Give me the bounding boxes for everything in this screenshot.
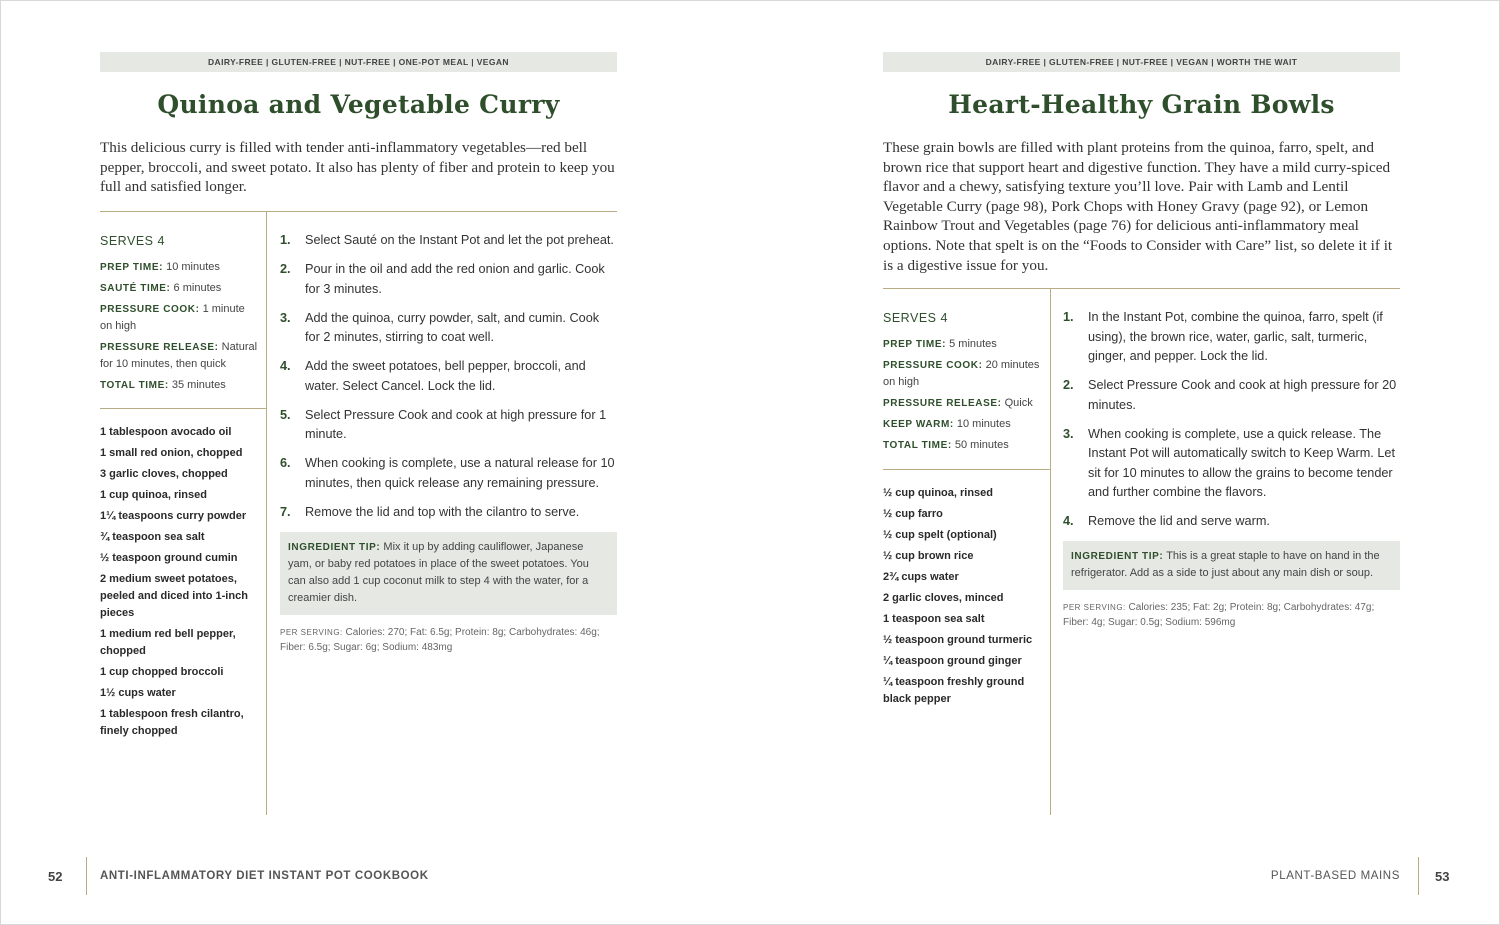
tip-label: INGREDIENT TIP:	[1071, 551, 1164, 562]
ingredient-item: 2 medium sweet potatoes, peeled and diced into 1-inch pieces	[100, 573, 248, 619]
step-item	[280, 260, 617, 299]
ingredient-item: ½ teaspoon ground cumin	[100, 552, 238, 564]
step-text: Remove the lid and top with the cilantro to serve.	[305, 504, 580, 519]
steps-list	[1063, 308, 1400, 630]
divider	[100, 408, 266, 409]
step-item	[1063, 376, 1400, 415]
meta-row	[883, 437, 1043, 454]
meta-value: 10 minutes	[953, 418, 1011, 430]
step-item	[280, 357, 617, 396]
column-divider	[1050, 288, 1051, 815]
meta-value: Natural for 10 minutes, then quick	[100, 341, 258, 370]
recipe-meta	[100, 234, 260, 398]
nutrition-label: PER SERVING:	[280, 627, 343, 637]
column-divider	[266, 211, 267, 815]
meta-label: PREP TIME:	[883, 339, 947, 350]
ingredient-item: 1 cup quinoa, rinsed	[100, 489, 207, 501]
meta-label: PRESSURE RELEASE:	[883, 398, 1002, 409]
recipe-intro: This delicious curry is filled with tender anti-inflammatory vegetables—red bell pepper, broccoli, and sweet potato. It also has plenty of fiber and protein to keep you full and satisfied longer.	[100, 139, 615, 196]
step-text: Pour in the oil and add the red onion and garlic. Cook for 3 minutes.	[305, 262, 605, 296]
step-item	[280, 406, 617, 445]
ingredient-item: 1½ cups water	[100, 687, 176, 699]
step-item	[280, 454, 617, 493]
step-item	[1063, 308, 1400, 367]
ingredient-item: ½ cup spelt (optional)	[883, 529, 997, 541]
ingredient-item: 1¼ teaspoons curry powder	[100, 510, 247, 522]
meta-row	[100, 339, 260, 373]
ingredient-item: 1 teaspoon sea salt	[883, 613, 985, 625]
meta-label: TOTAL TIME:	[100, 380, 169, 391]
page-number: 53	[1435, 869, 1450, 884]
ingredient-item: ½ teaspoon ground turmeric	[883, 634, 1033, 646]
meta-row	[883, 357, 1043, 391]
meta-value: Quick	[1001, 397, 1033, 409]
meta-row	[100, 259, 260, 276]
step-number: 4.	[1063, 514, 1074, 528]
steps-list	[280, 231, 617, 655]
running-head: PLANT-BASED MAINS	[1270, 870, 1400, 882]
divider	[100, 211, 617, 212]
step-number: 4.	[280, 359, 291, 373]
divider	[883, 469, 1050, 470]
ingredient-item: ¼ teaspoon freshly ground black pepper	[883, 676, 1025, 705]
step-text: In the Instant Pot, combine the quinoa, farro, spelt (if using), the brown rice, water, garlic, salt, turmeric, ginger, and pepper. Lock the lid.	[1088, 310, 1383, 363]
tip-text: This is a great staple to have on hand in the refrigerator. Add as a side to just about any main dish or soup.	[1071, 550, 1380, 579]
ingredient-item: ½ cup brown rice	[883, 550, 974, 562]
page-number: 52	[48, 869, 63, 884]
meta-label: PREP TIME:	[100, 262, 164, 273]
step-number: 7.	[280, 504, 291, 519]
meta-value: 6 minutes	[170, 282, 222, 294]
ingredient-item: ¾ teaspoon sea salt	[100, 531, 205, 543]
step-number: 2.	[280, 262, 291, 276]
step-item	[1063, 425, 1400, 503]
meta-value: 20 minutes on high	[883, 359, 1040, 388]
step-number: 5.	[280, 407, 291, 422]
ingredient-item: ½ cup farro	[883, 508, 943, 520]
nutrition-label: PER SERVING:	[1063, 603, 1126, 612]
step-text: Select Pressure Cook and cook at high pressure for 1 minute.	[305, 407, 607, 441]
ingredient-item: 1 tablespoon fresh cilantro, finely chopped	[100, 708, 244, 737]
step-number: 1.	[1063, 310, 1074, 324]
recipe-meta	[883, 311, 1043, 458]
step-number: 3.	[1063, 426, 1074, 441]
meta-value: 50 minutes	[951, 439, 1009, 451]
meta-value: 35 minutes	[168, 379, 226, 391]
meta-label: TOTAL TIME:	[883, 440, 952, 451]
ingredient-item: ¼ teaspoon ground ginger	[883, 655, 1022, 667]
step-text: When cooking is complete, use a quick release. The Instant Pot will automatically switch to Keep Warm. Let sit for 10 minutes to allow the grains to become tender and further combine the flavors.	[1088, 426, 1395, 499]
diet-tags: DAIRY-FREE | GLUTEN-FREE | NUT-FREE | VEGAN | WORTH THE WAIT	[883, 52, 1400, 72]
left-page	[100, 0, 617, 925]
meta-label: PRESSURE RELEASE:	[100, 342, 219, 353]
ingredient-item: 2¾ cups water	[883, 571, 959, 583]
nutrition-info	[280, 625, 617, 655]
step-text: Add the sweet potatoes, bell pepper, broccoli, and water. Select Cancel. Lock the lid.	[305, 359, 586, 393]
step-text: Remove the lid and serve warm.	[1088, 514, 1270, 528]
footer-divider	[86, 857, 87, 895]
meta-row	[100, 377, 260, 394]
step-number: 6.	[280, 456, 291, 470]
ingredient-tip	[280, 532, 617, 615]
ingredients-list	[883, 485, 1043, 712]
ingredient-tip	[1063, 541, 1400, 590]
ingredient-item: 1 small red onion, chopped	[100, 447, 243, 459]
tip-label: INGREDIENT TIP:	[288, 541, 381, 553]
step-item	[280, 231, 617, 251]
ingredient-item: 1 cup chopped broccoli	[100, 666, 224, 678]
meta-value: 5 minutes	[946, 338, 997, 350]
nutrition-text: Calories: 270; Fat: 6.5g; Protein: 8g; Carbohydrates: 46g; Fiber: 6.5g; Sugar: 6g; Sodium: 483mg	[280, 626, 600, 653]
meta-row	[883, 416, 1043, 433]
step-item	[280, 309, 617, 348]
divider	[883, 288, 1400, 289]
ingredient-item: 1 medium red bell pepper, chopped	[100, 628, 236, 657]
recipe-title: Heart-Healthy Grain Bowls	[948, 90, 1335, 119]
ingredient-item: 3 garlic cloves, chopped	[100, 468, 228, 480]
serves: SERVES 4	[100, 234, 165, 248]
meta-row	[883, 395, 1043, 412]
ingredient-item: 2 garlic cloves, minced	[883, 592, 1004, 604]
diet-tags: DAIRY-FREE | GLUTEN-FREE | NUT-FREE | ONE-POT MEAL | VEGAN	[100, 52, 617, 72]
step-text: Add the quinoa, curry powder, salt, and cumin. Cook for 2 minutes, stirring to coat well.	[305, 310, 600, 344]
recipe-intro: These grain bowls are filled with plant proteins from the quinoa, farro, spelt, and brown rice that support heart and digestive function. They have a mild curry-spiced flavor and a chewy, satisfying texture you’ll love. Pair with Lamb and Lentil Vegetable Curry (page 98), Pork Chops with Honey Gravy (page 92), or Lemon Rainbow Trout and Vegetables (page 76) for delicious anti-inflammatory meal options. Note that spelt is on the “Foods to Consider with Care” list, so delete it if it is a digestive issue for you.	[883, 139, 1393, 274]
meta-value: 10 minutes	[163, 261, 220, 273]
tip-text: Mix it up by adding cauliflower, Japanese yam, or baby red potatoes in place of the sweet potatoes. You can also add 1 cup coconut milk to step 4 with the water, for a creamier dish.	[288, 540, 589, 604]
ingredients-list	[100, 424, 260, 744]
meta-label: SAUTÉ TIME:	[100, 283, 171, 294]
step-text: When cooking is complete, use a natural release for 10 minutes, then quick release any remaining pressure.	[305, 456, 615, 490]
step-number: 1.	[280, 233, 291, 247]
recipe-title: Quinoa and Vegetable Curry	[157, 90, 560, 119]
meta-label: PRESSURE COOK:	[883, 360, 983, 371]
step-number: 3.	[280, 310, 291, 325]
ingredient-item: ½ cup quinoa, rinsed	[883, 487, 994, 499]
meta-label: PRESSURE COOK:	[100, 304, 200, 315]
nutrition-info	[1063, 600, 1400, 630]
step-text: Select Sauté on the Instant Pot and let the pot preheat.	[305, 233, 614, 247]
serves: SERVES 4	[883, 311, 948, 325]
step-number: 2.	[1063, 378, 1074, 392]
meta-row	[883, 336, 1043, 353]
step-text: Select Pressure Cook and cook at high pressure for 20 minutes.	[1088, 378, 1397, 412]
ingredient-item: 1 tablespoon avocado oil	[100, 426, 232, 438]
running-head: ANTI-INFLAMMATORY DIET INSTANT POT COOKBOOK	[100, 870, 429, 882]
meta-value: 1 minute on high	[100, 303, 245, 332]
meta-row	[100, 301, 260, 335]
step-item	[280, 503, 617, 523]
meta-label: KEEP WARM:	[883, 419, 954, 430]
meta-row	[100, 280, 260, 297]
footer-divider	[1418, 857, 1419, 895]
step-item	[1063, 512, 1400, 532]
nutrition-text: Calories: 235; Fat: 2g; Protein: 8g; Carbohydrates: 47g; Fiber: 4g; Sugar: 0.5g; Sodium: 596mg	[1063, 602, 1375, 628]
right-page	[883, 0, 1400, 925]
